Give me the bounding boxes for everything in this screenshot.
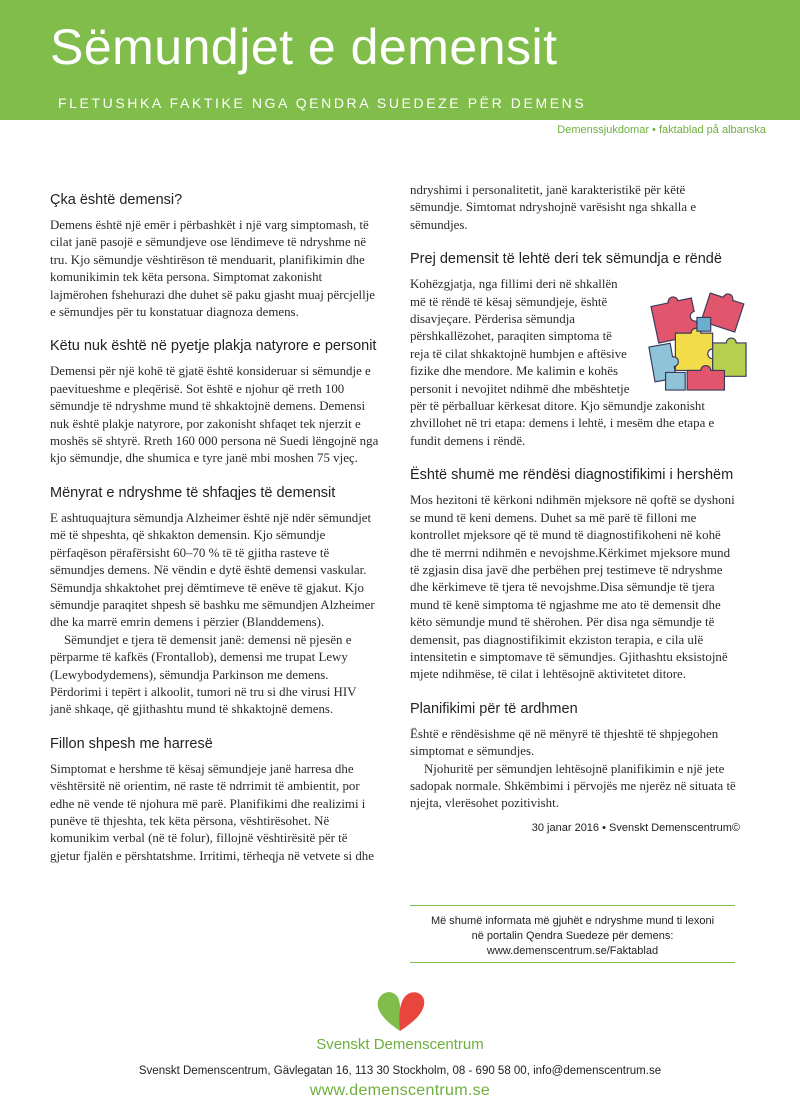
footer-address: Svenskt Demenscentrum, Gävlegatan 16, 113 30 Stockholm, 08 - 690 58 00, info@demenscentrum.se xyxy=(138,1065,662,1077)
section-paragraph: Simptomat e hershme të kësaj sëmundjeje janë harresa dhe vështërsitë në orientim, në raste të ndrrimit të ambientit, por edhe në vende të njohura më parë. Planifikimi dhe realizimi i punëve të thjeshta, tek këta përsona, vështirësohet. Në komunikim verbal (në të folur), fillojnë vështirësitë për të gjetur fjalën e përshtatshme. Irritimi, tërheqja në vetvete si dhe xyxy=(50,761,374,863)
right-column xyxy=(410,182,740,834)
publication-date: 30 janar 2016 • Svenskt Demenscentrum© xyxy=(531,821,740,834)
section-heading: Prej demensit të lehtë deri tek sëmundja e rëndë xyxy=(410,251,722,268)
section-paragraph: Sëmundjet e tjera të demensit janë: demensi në pjesën e përparme të kafkës (Frontallob), demensi me trupat Lewy (Lewybodydemens), sëmundja Parkinson me demens. Përdorimi i tepërt i alkoolit, tumori në tru si dhe virusi HIV janë shkaqe, që gjithashtu mund të shkaktojnë demens. xyxy=(50,632,357,717)
section-paragraph-text: Kohëzgjatja, nga fillimi deri në shkallën më të rëndë të kësaj sëmundjeje, është disavjeçare. Përderisa sëmundja përshkallëzohet, paraqiten simptoma të reja të cilat shkaktojnë humbjen e aftësive fizike dhe mendore. Me kalimin e kohës personit i nevojitet ndihmë dhe mbështetje për të përballuar kërkesat ditore. Kjo sëmundje zakonisht zhvillohet në tri etapa: demens i lehtë, i mesëm dhe etapa e fundit demens i rëndë. xyxy=(410,277,715,448)
info-box xyxy=(410,905,735,963)
heart-logo-icon xyxy=(376,989,426,1033)
section-paragraph: Mos hezitoni të kërkoni ndihmën mjeksore në qoftë se dyshoni se mund të keni demens. Duhet sa më parë të filloni me kontrollet mjeksore që të mund të diagnostifikoheni në kohë dhe të merrni ndihmën e nevojshme.Kërkimet mjeksore mund të zgjasin disa javë dhe perbëhen prej testimeve të ndryshme dhe kërkimeve të tjera të nevojshme.Disa sëmundje të tjera mund të kenë simptoma të ngjashme me ato të demensit dhe këto sëmundje mund të shërohen. Për disa nga sëmundje të demensit, pas diagnostifikimit ekziston terapia, e cila ulë intensitetin e simptomave të sëmundjes. Gjithashtu eksistojnë mjete ndihmëse, të cilat i lehtësojnë aktivitetet ditore. xyxy=(410,493,735,682)
page-title: Sëmundjet e demensit xyxy=(50,19,558,75)
left-column xyxy=(50,190,380,880)
tagline: Demenssjukdomar • faktablad på albanska xyxy=(557,124,766,136)
section-heading: Këtu nuk është në pyetje plakja natyrore e personit xyxy=(50,338,377,355)
section-heading: Çka është demensi? xyxy=(50,192,183,208)
section-paragraph: Është e rëndësishme që në mënyrë të thjeshtë të shpjegohen simptomat e sëmundjes. xyxy=(410,726,719,759)
section-paragraph: E ashtuquajtura sëmundja Alzheimer është një ndër sëmundjet më të shpeshta, që shkakton demensin. Kjo sëmundje përfaqëson përafërsisht 60–70 % të të gjitha rasteve të sëmundjes demens. Në vëndin e dytë është demensi vaskular. Sëmundja shkaktohet prej dëmtimeve të enëve të gjakut. Kjo sëmundje paraqitet shpesh së bashku me sëmundjen Alzheimer dhe ka marrë emrin demens i përzier (Blanddemens). xyxy=(50,510,375,630)
section-paragraph: Demensi për një kohë të gjatë është konsideruar si sëmundje e paevitueshme e pleqërisë. Sot është e njohur që rreth 100 sëmundje të ndryshme mund të shkaktojnë demens. Demensi nuk është plakje natyrore, por zakonisht shfaqet tek njerzit e moshës së shtyrë. Rreth 160 000 persona në Suedi lëngojnë nga kjo sëmundje, dhe shumica e tyre janë mbi moshen 75 vjeç. xyxy=(50,364,379,466)
info-line: në portalin Qendra Suedeze për demens: xyxy=(471,930,674,942)
section-heading: Planifikimi për të ardhmen xyxy=(410,700,578,717)
section-paragraph: Njohuritë per sëmundjen lehtësojnë planifikimin e një jete sadopak normale. Shkëmbimi i përvojës me njerëz në situata të njejta, vlerësohet pozitivisht. xyxy=(410,761,736,811)
page-subtitle: FLETUSHKA FAKTIKE NGA QENDRA SUEDEZE PËR DEMENS xyxy=(58,95,587,111)
section-paragraph: Demens është një emër i përbashkët i një varg simptomash, të cilat janë pasojë e sëmundjeve ose lëndimeve të ndryshme në tru. Kjo sëmundje vështirëson të menduarit, planifikimin dhe komunikimin tek këta persona. Simptomat zakonisht lajmërohen fshehurazi dhe duhet së paku gjasht muaj përcjellje e sëmundjes për tu konstatuar diagnoza demens. xyxy=(50,218,376,320)
section-heading: Fillon shpesh me harresë xyxy=(50,735,213,752)
info-line: Më shumë informata më gjuhët e ndryshme mund ti lexoni xyxy=(430,915,715,927)
puzzle-pieces-image xyxy=(636,288,754,394)
section-paragraph: ndryshimi i personalitetit, janë karakteristikë për këtë sëmundje. Simtomat ndryshojnë varësisht nga shkalla e sëmundjes. xyxy=(410,183,697,232)
section-paragraph xyxy=(410,276,740,450)
footer-website-link[interactable]: www.demenscentrum.se xyxy=(309,1082,491,1099)
section-heading: Mënyrat e ndryshme të shfaqjes të demensit xyxy=(50,484,336,501)
info-link[interactable]: www.demenscentrum.se/Faktablad xyxy=(486,945,659,957)
section-heading: Është shumë me rëndësi diagnostifikimi i hershëm xyxy=(410,467,734,484)
organization-name: Svenskt Demenscentrum xyxy=(316,1036,484,1053)
header-banner xyxy=(0,0,800,120)
